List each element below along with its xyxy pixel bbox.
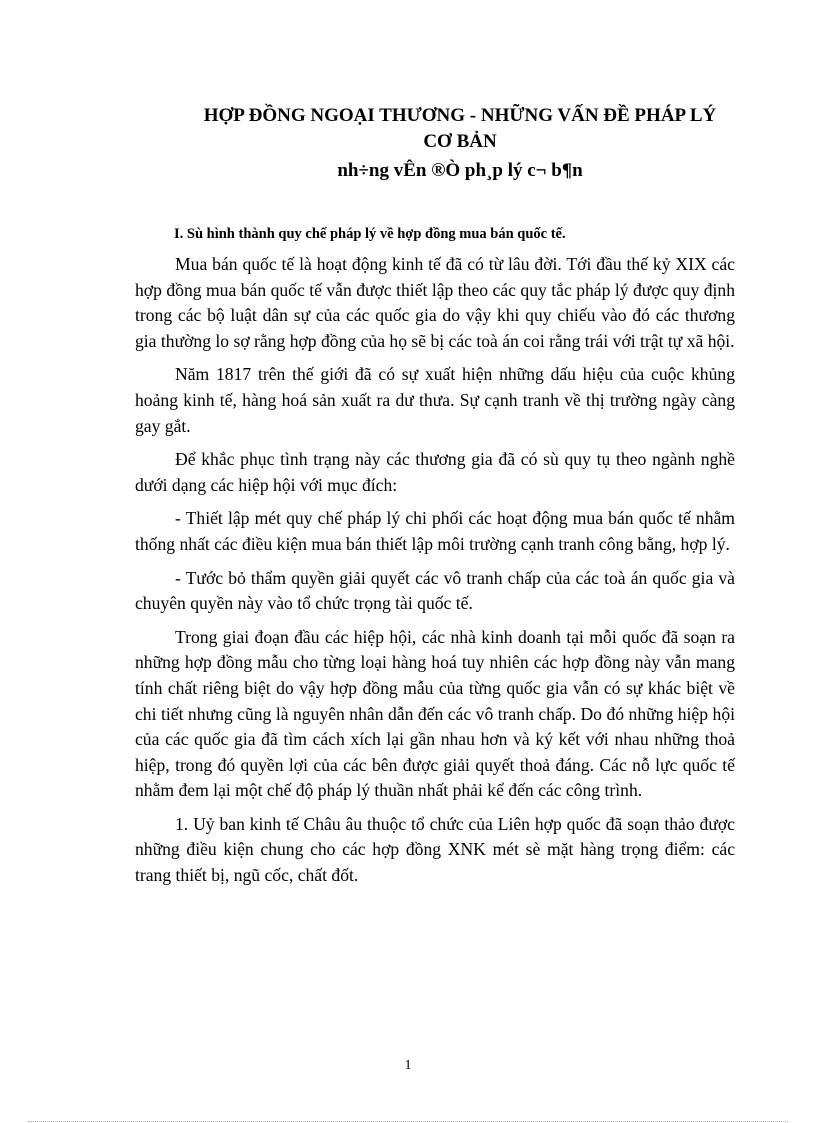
paragraph: Để khắc phục tình trạng này các thương gia đã có sù quy tụ theo ngành nghề dưới dạng các hiệp hội với mục đích:: [135, 449, 735, 495]
document-title-line-1: HỢP ĐỒNG NGOẠI THƯƠNG - NHỮNG VẤN ĐỀ PHÁP LÝ: [203, 105, 717, 126]
paragraph: - Tước bỏ thẩm quyền giải quyết các vô tranh chấp của các toà án quốc gia và chuyên quyền này vào tổ chức trọng tài quốc tế.: [135, 567, 735, 614]
paragraph: Trong giai đoạn đầu các hiệp hội, các nhà kinh doanh tại mỗi quốc đã soạn ra những hợp đồng mẫu cho từng loại hàng hoá tuy nhiên các hợp đồng này vẫn mang tính chất riêng biệt do vậy hợp đồng mẫu của từng quốc gia vẫn có sự khác biệt về chi tiết nhưng cũng là nguyên nhân dẫn đến các vô tranh chấp. Do đó những hiệp hội của các quốc gia đã tìm cách xích lại gần nhau hơn và ký kết với nhau những thoả hiệp, trong đó quyền lợi của các bên được giải quyết thoả đáng. Các nỗ lực quốc tế nhằm đem lại một chế độ pháp lý thuần nhất phải kể đến các công trình.: [135, 626, 735, 801]
paragraph: Mua bán quốc tế là hoạt động kinh tế đã có từ lâu đời. Tới đầu thế kỷ XIX các hợp đồng mua bán quốc tế vẫn được thiết lập theo các quy tắc pháp lý được quy định trong các bộ luật dân sự của các quốc gia do vậy khi quy chiếu vào đó các thương gia thường lo sợ rằng hợp đồng của họ sẽ bị các toà án coi rằng trái với trật tự xã hội.: [135, 254, 735, 351]
page-number: 1: [404, 1058, 412, 1073]
section-heading: I. Sù hình thành quy chế pháp lý về hợp đồng mua bán quốc tế.: [174, 226, 566, 242]
document-title-line-2: CƠ BẢN: [423, 131, 497, 152]
paragraph: 1. Uỷ ban kinh tế Châu âu thuộc tổ chức của Liên hợp quốc đã soạn thảo được những điều kiện chung cho các hợp đồng XNK mét sè mặt hàng trọng điểm: các trang thiết bị, ngũ cốc, chất đốt.: [135, 813, 735, 886]
document-title-line-3: nh÷ng vÊn ®Ò ph¸p lý c¬ b¶n: [337, 160, 583, 181]
page-bottom-divider: [28, 1121, 788, 1122]
paragraph: - Thiết lập mét quy chế pháp lý chi phối các hoạt động mua bán quốc tế nhằm thống nhất các điều kiện mua bán thiết lập môi trường cạnh tranh công bằng, hợp lý.: [135, 508, 735, 554]
document-body: [135, 252, 735, 897]
paragraph: Năm 1817 trên thế giới đã có sự xuất hiện những dấu hiệu của cuộc khủng hoảng kinh tế, hàng hoá sản xuất ra dư thưa. Sự cạnh tranh về thị trường ngày càng gay gắt.: [135, 364, 735, 436]
